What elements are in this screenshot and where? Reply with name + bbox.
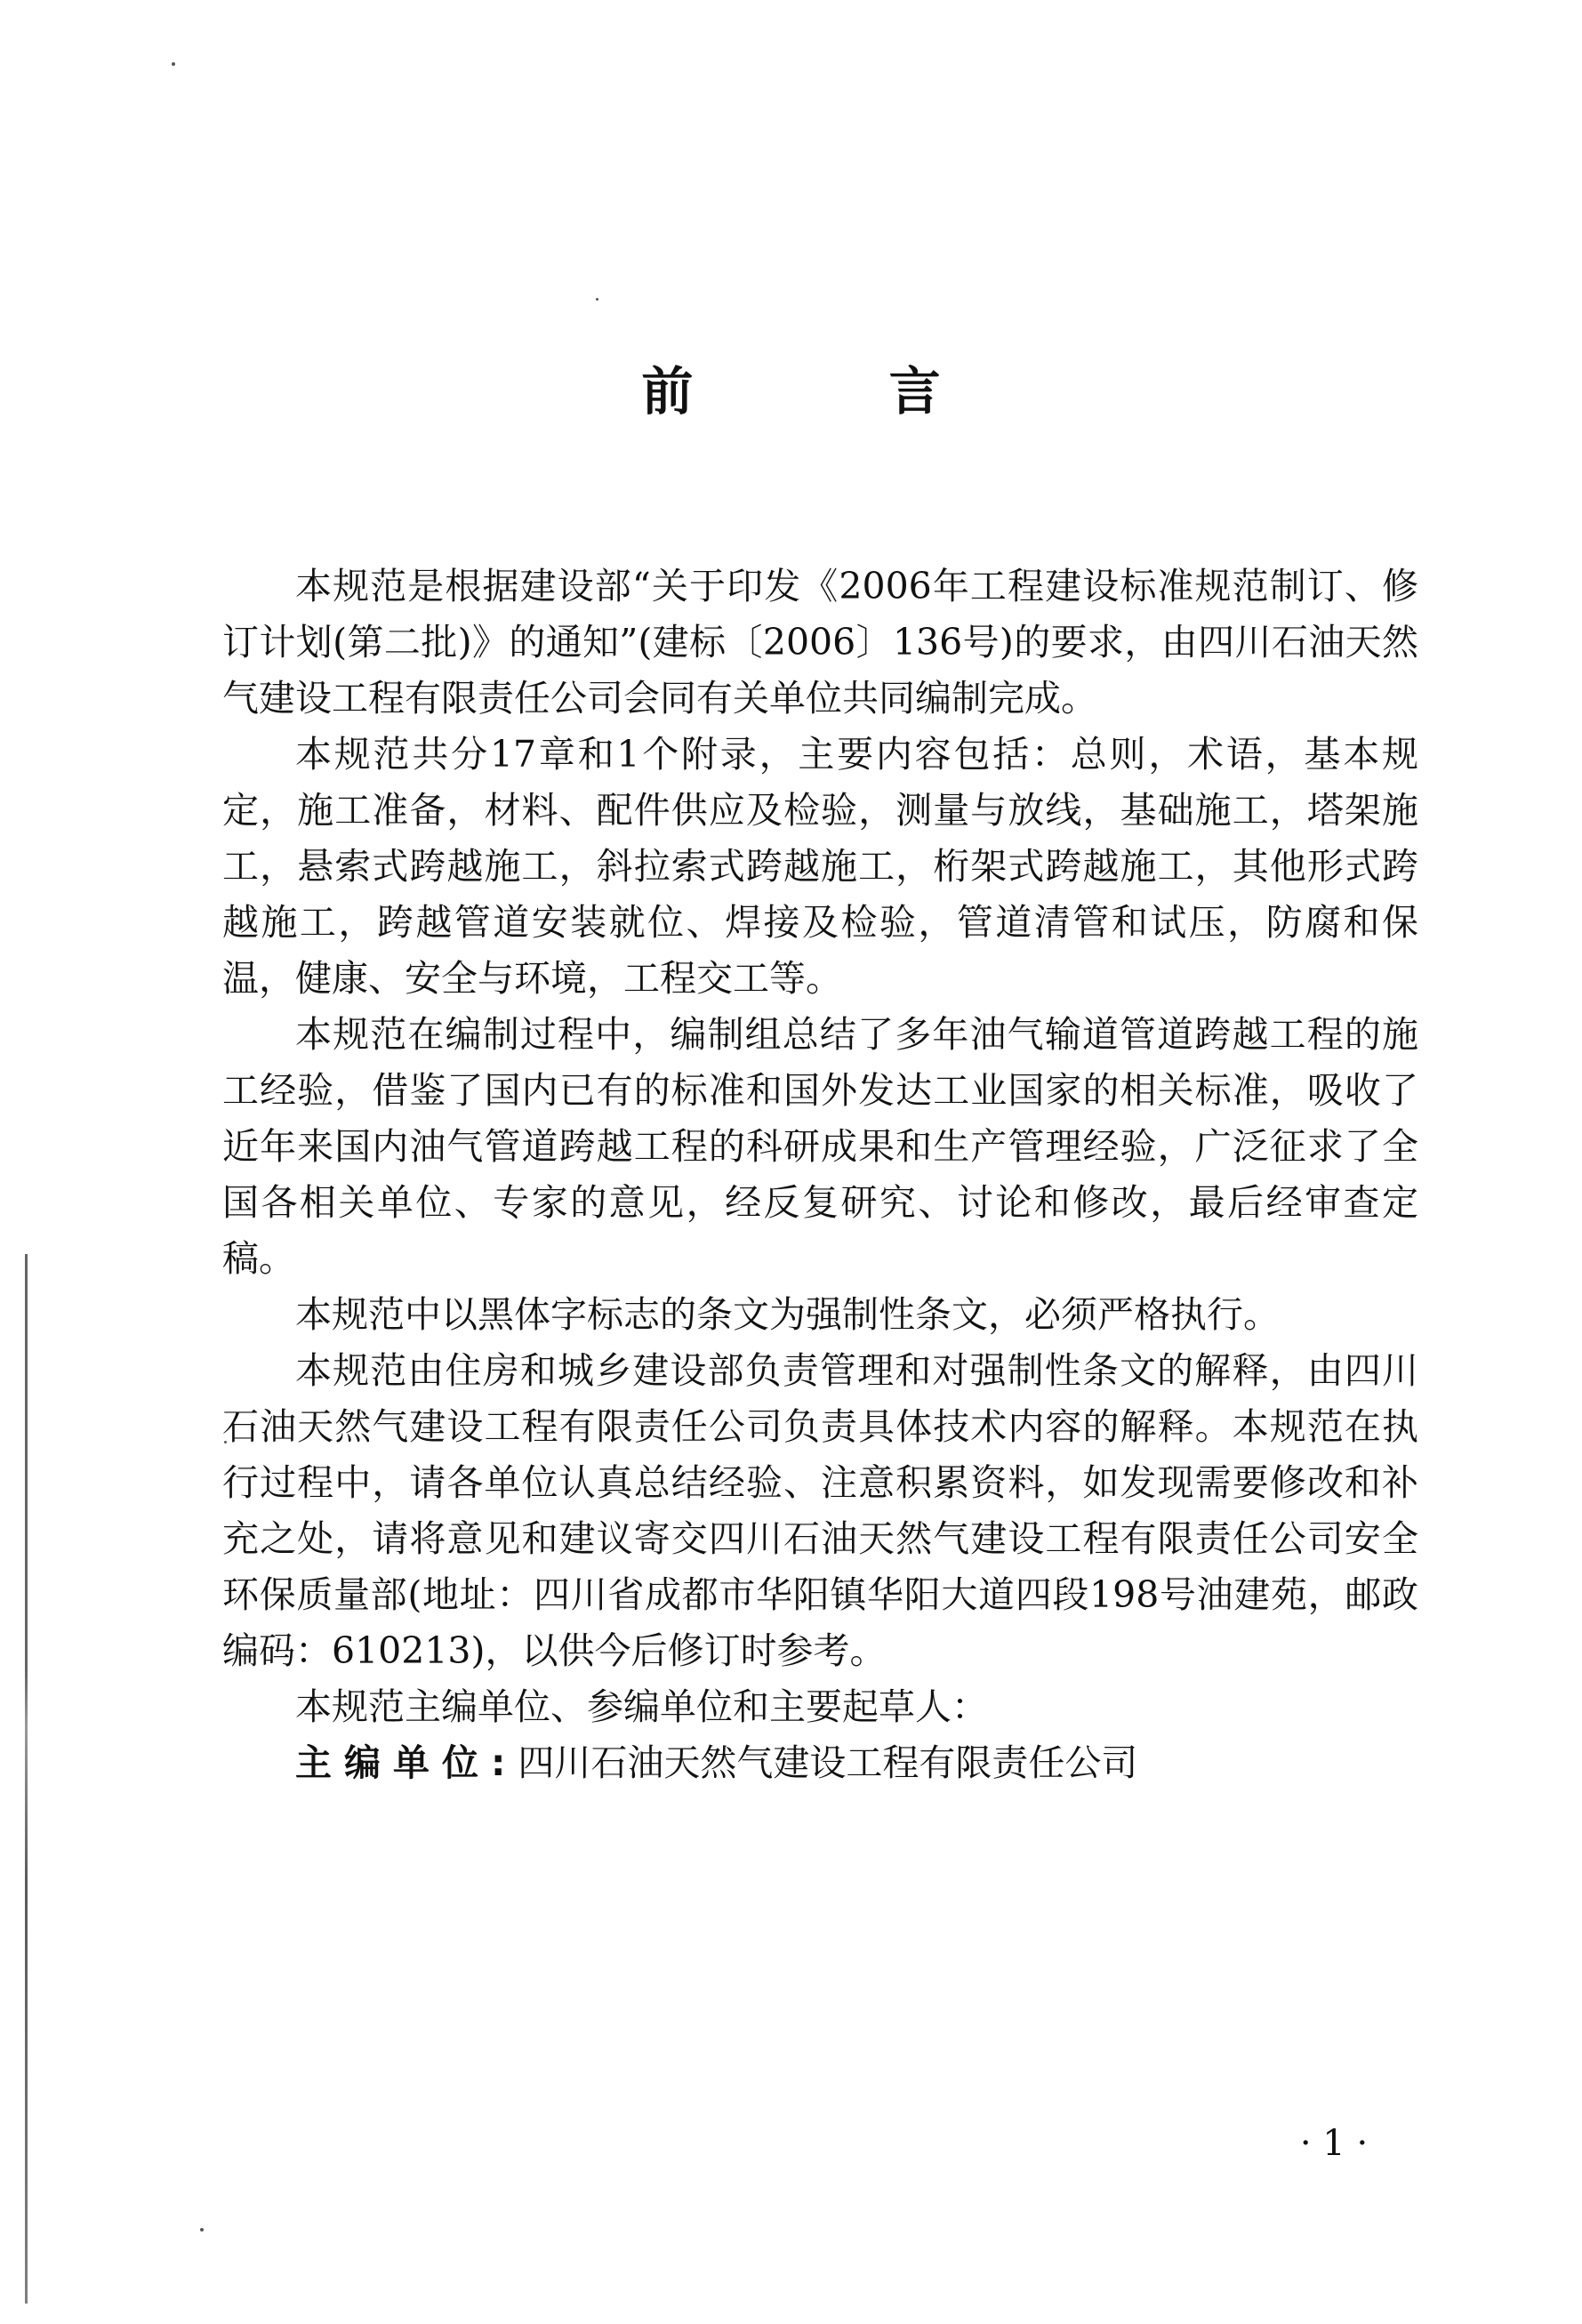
paragraph: 本规范主编单位、参编单位和主要起草人： — [295, 1685, 988, 1728]
paragraph: 本规范共分17章和1个附录，主要内容包括：总则，术语，基本规定，施工准备，材料、配件供应及检验，测量与放线，基础施工，塔架施工，悬索式跨越施工，斜拉索式跨越施工，桁架式跨越施工，其他形式跨越施工，跨越管道安装就位、焊接及检验，管道清管和试压，防腐和保温，健康、安全与环境，工程交工等。 — [222, 733, 1418, 1000]
paragraph: 本规范在编制过程中，编制组总结了多年油气输道管道跨越工程的施工经验，借鉴了国内已有的标准和国外发达工业国家的相关标准，吸收了近年来国内油气管道跨越工程的科研成果和生产管理经验，广泛征求了全国各相关单位、专家的意见，经反复研究、讨论和修改，最后经审查定稿。 — [222, 1013, 1418, 1280]
paragraph: 本规范中以黑体字标志的条文为强制性条文，必须严格执行。 — [295, 1293, 1280, 1336]
scan-speck — [172, 62, 175, 66]
paragraph: 本规范由住房和城乡建设部负责管理和对强制性条文的解释，由四川石油天然气建设工程有限责任公司负责具体技术内容的解释。本规范在执行过程中，请各单位认真总结经验、注意积累资料，如发现需要修改和补充之处，请将意见和建议寄交四川石油天然气建设工程有限责任公司安全环保质量部(地址：四川省成都市华阳镇华阳大道四段198号油建苑，邮政编码：610213)，以供今后修订时参考。 — [222, 1349, 1418, 1672]
scan-speck — [596, 298, 598, 301]
scan-edge-artifact — [25, 1254, 28, 2304]
foreword-body — [222, 559, 1418, 1791]
chief-editor-label: 主编单位: — [295, 1741, 518, 1784]
chief-editor-line — [222, 1735, 1418, 1791]
scan-speck — [200, 2228, 204, 2232]
page-number: · 1 · — [1299, 2123, 1369, 2164]
paragraph: 本规范是根据建设部“关于印发《2006年工程建设标准规范制订、修订计划(第二批)》的通知”(建标〔2006〕136号)的要求，由四川石油天然气建设工程有限责任公司会同有关单位共同编制完成。 — [222, 565, 1418, 720]
chief-editor-value: 四川石油天然气建设工程有限责任公司 — [518, 1741, 1138, 1784]
page-title: 前 言 — [641, 361, 1030, 422]
